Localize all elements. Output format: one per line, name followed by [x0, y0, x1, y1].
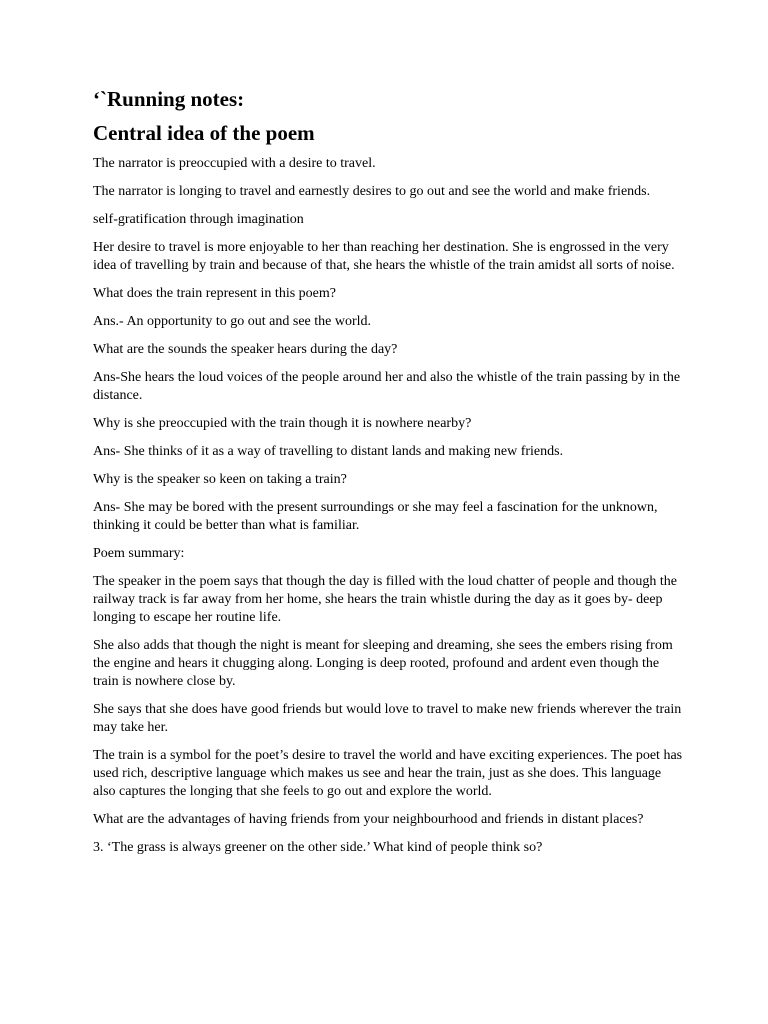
- question: Why is she preoccupied with the train though it is nowhere nearby?: [93, 416, 472, 431]
- question: 3. ‘The grass is always greener on the other side.’ What kind of people think so?: [93, 840, 543, 855]
- paragraph: Her desire to travel is more enjoyable to her than reaching her destination. She is engrossed in the very idea of travelling by train and because of that, she hears the whistle of the train amidst all sorts of noise.: [93, 240, 675, 273]
- answer: Ans-She hears the loud voices of the people around her and also the whistle of the train passing by in the distance.: [93, 370, 681, 403]
- question: What are the advantages of having friends from your neighbourhood and friends in distant places?: [93, 812, 644, 827]
- section-title: Central idea of the poem: [93, 121, 315, 145]
- paragraph: self-gratification through imagination: [93, 212, 304, 227]
- paragraph: She also adds that though the night is meant for sleeping and dreaming, she sees the embers rising from the engine and hears it chugging along. Longing is deep rooted, profound and ardent even though the train is nowhere close by.: [93, 638, 673, 689]
- paragraph: The narrator is preoccupied with a desire to travel.: [93, 156, 376, 171]
- answer: Ans- She may be bored with the present surroundings or she may feel a fascination for the unknown, thinking it could be better than what is familiar.: [93, 500, 658, 533]
- question: What are the sounds the speaker hears during the day?: [93, 342, 398, 357]
- question: What does the train represent in this poem?: [93, 286, 336, 301]
- answer: Ans- She thinks of it as a way of travelling to distant lands and making new friends.: [93, 444, 564, 459]
- paragraph: The speaker in the poem says that though the day is filled with the loud chatter of people and though the railway track is far away from her home, she hears the train whistle during the day as it goes by- deep longing to escape her routine life.: [93, 574, 677, 625]
- document-page: [93, 86, 683, 867]
- paragraph: The train is a symbol for the poet’s desire to travel the world and have exciting experiences. The poet has used rich, descriptive language which makes us see and hear the train, just as she does. This language also captures the longing that she feels to go out and explore the world.: [93, 748, 683, 799]
- page-heading: ‘`Running notes:: [93, 87, 245, 111]
- answer: Ans.- An opportunity to go out and see the world.: [93, 314, 372, 329]
- paragraph: The narrator is longing to travel and earnestly desires to go out and see the world and make friends.: [93, 184, 651, 199]
- paragraph: She says that she does have good friends but would love to travel to make new friends wherever the train may take her.: [93, 702, 682, 735]
- question: Why is the speaker so keen on taking a train?: [93, 472, 347, 487]
- section-label: Poem summary:: [93, 546, 185, 561]
